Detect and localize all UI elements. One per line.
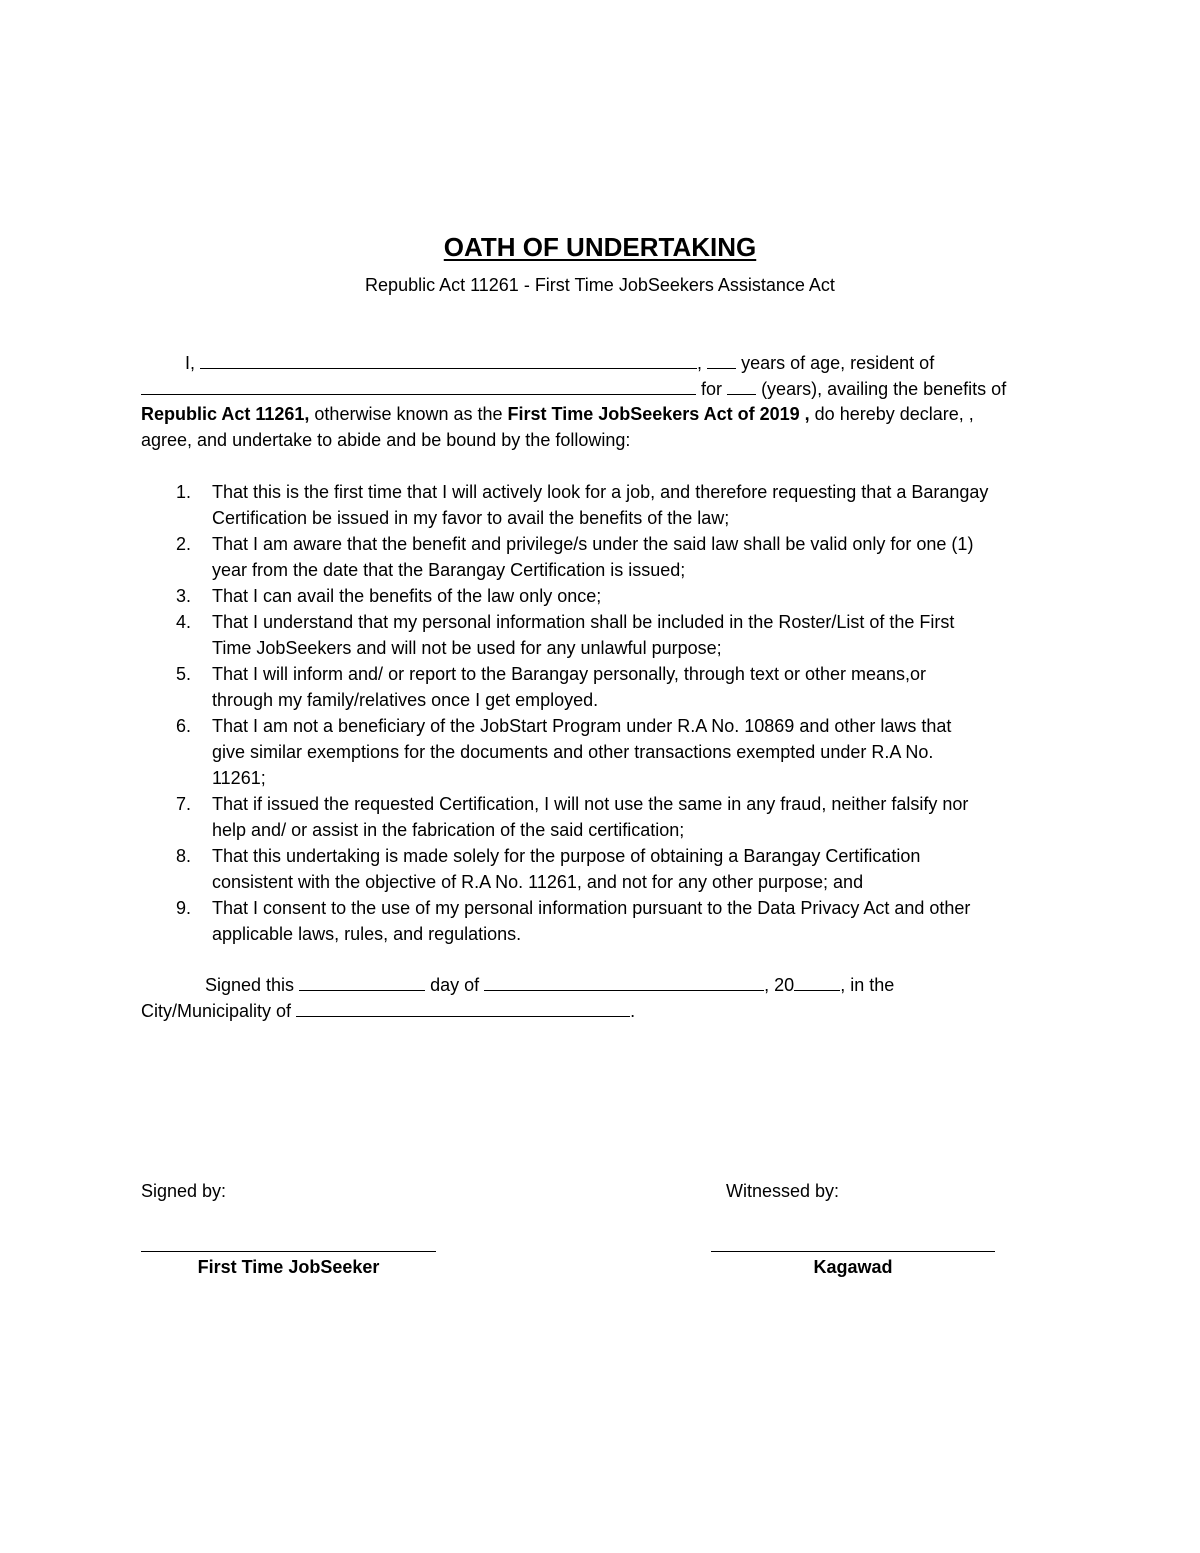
list-item-number: 5. [176,664,192,684]
day-of-text: day of [430,975,480,995]
year-prefix-text: , 20 [764,975,795,995]
republic-act-bold: Republic Act 11261, [141,404,310,424]
intro-line-4: agree, and undertake to abide and be bound by the following: [141,430,631,450]
list-item [141,791,1071,843]
list-item [141,531,1071,583]
list-item-line: consistent with the objective of R.A No. 11261, and not for any other purpose; and [212,872,864,892]
list-item [141,609,1071,661]
list-item-line: That I will inform and/ or report to the Barangay personally, through text or other means,or [212,664,927,684]
kagawad-role-label: Kagawad [813,1257,893,1277]
kagawad-signature-line[interactable] [711,1251,995,1252]
list-item-number: 7. [176,794,192,814]
intro-declare-text: do hereby declare, , [809,404,974,424]
list-item-line: year from the date that the Barangay Certification is issued; [212,560,686,580]
intro-age-text: years of age, resident of [741,353,935,373]
list-item [141,583,1071,609]
act-name-bold: First Time JobSeekers Act of 2019 , [507,404,810,424]
intro-prefix: I, [185,353,196,373]
year-blank[interactable] [794,971,840,991]
list-item-line: help and/ or assist in the fabrication of the said certification; [212,820,685,840]
list-item [141,661,1071,713]
signed-line-2 [141,997,635,1024]
jobseeker-signature-line[interactable] [141,1251,436,1252]
list-item [141,843,1071,895]
list-item [141,713,1071,791]
list-item-line: through my family/relatives once I get employed. [212,690,599,710]
list-item-line: Certification be issued in my favor to avail the benefits of the law; [212,508,730,528]
list-item-line: Time JobSeekers and will not be used for any unlawful purpose; [212,638,722,658]
list-item-number: 2. [176,534,192,554]
list-item [141,479,1071,531]
intro-line-2 [141,375,1006,402]
list-item-line: That I can avail the benefits of the law only once; [212,586,602,606]
intro-comma: , [697,353,703,373]
list-item-line: give similar exemptions for the documents and other transactions exempted under R.A No. [212,742,934,762]
list-item-number: 4. [176,612,192,632]
in-the-text: , in the [840,975,895,995]
intro-otherwise-text: otherwise known as the [309,404,508,424]
list-item-line: That I am aware that the benefit and privilege/s under the said law shall be valid only for one (1) [212,534,974,554]
signed-by-label: Signed by: [141,1181,227,1201]
list-item-line: applicable laws, rules, and regulations. [212,924,522,944]
witnessed-by-label: Witnessed by: [726,1181,840,1201]
city-municipality-text: City/Municipality of [141,1001,292,1021]
city-blank[interactable] [296,997,630,1017]
residence-blank[interactable] [141,375,696,395]
document-title: OATH OF UNDERTAKING [443,232,757,262]
list-item-number: 9. [176,898,192,918]
list-item-number: 6. [176,716,192,736]
undertaking-list [141,479,1071,947]
intro-for: for [701,379,723,399]
name-blank[interactable] [200,349,697,369]
day-blank[interactable] [299,971,425,991]
list-item [141,895,1071,947]
month-blank[interactable] [484,971,764,991]
list-item-number: 3. [176,586,192,606]
period-text: . [630,1001,636,1021]
list-item-line: That this undertaking is made solely for the purpose of obtaining a Barangay Certification [212,846,921,866]
list-item-line: That this is the first time that I will actively look for a job, and therefore requesting that a Barangay [212,482,989,502]
signed-this-text: Signed this [205,975,295,995]
years-blank[interactable] [727,375,756,395]
list-item-line: That I consent to the use of my personal information pursuant to the Data Privacy Act and other [212,898,971,918]
signed-line-1 [205,971,894,998]
jobseeker-role-label: First Time JobSeeker [197,1257,380,1277]
intro-years-text: (years), availing the benefits of [761,379,1007,399]
list-item-number: 8. [176,846,192,866]
intro-line-3 [141,401,974,427]
list-item-number: 1. [176,482,192,502]
age-blank[interactable] [707,349,736,369]
list-item-line: That I understand that my personal information shall be included in the Roster/List of the First [212,612,955,632]
list-item-line: That I am not a beneficiary of the JobStart Program under R.A No. 10869 and other laws that [212,716,952,736]
intro-line-1 [185,349,934,376]
list-item-line: 11261; [212,768,266,788]
list-item-line: That if issued the requested Certification, I will not use the same in any fraud, neither falsify nor [212,794,969,814]
document-subtitle: Republic Act 11261 - First Time JobSeekers Assistance Act [365,275,835,295]
